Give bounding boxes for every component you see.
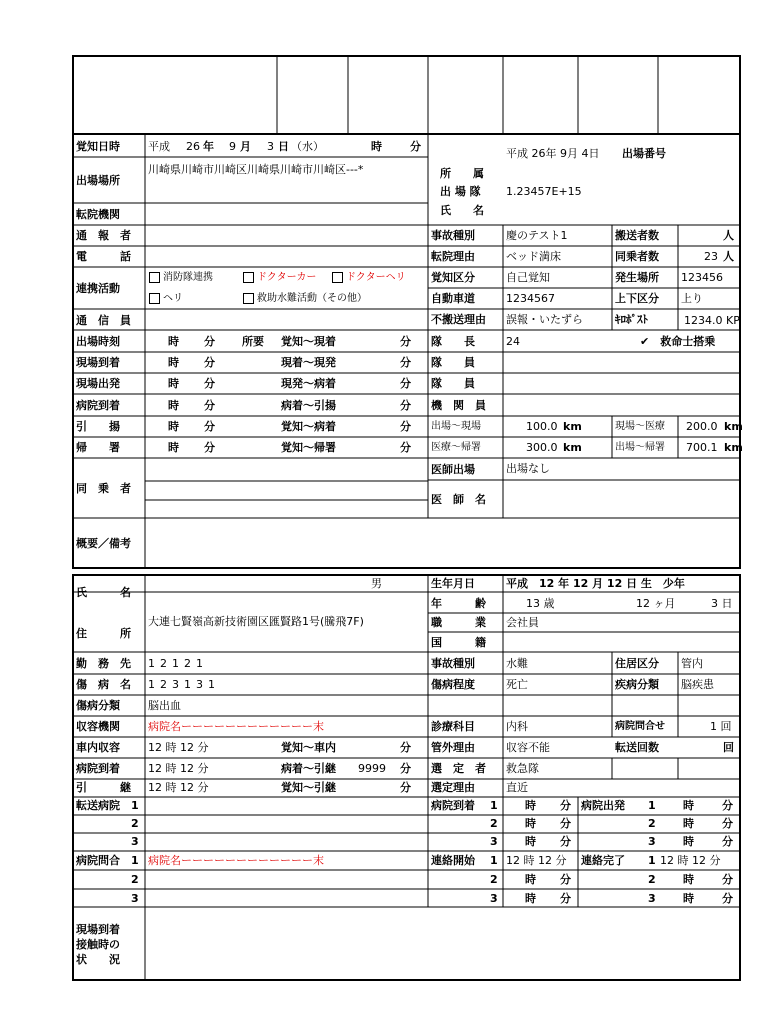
tsuhosha-label: 通 報 者: [76, 229, 131, 242]
dispatch-no-label: 出場番号: [622, 147, 666, 160]
p-jusho-label: 住 所: [76, 627, 131, 640]
p-r1-fun: 分: [400, 741, 411, 754]
kanryo-fun-3: 分: [722, 892, 733, 905]
genba-label-2: 接触時の: [76, 938, 120, 951]
p-shikkan-value: 脳疾患: [681, 678, 714, 691]
kanryo-ji-3: 時: [683, 892, 694, 905]
time-ji-1: 時: [168, 335, 179, 348]
toiawase2-1: 1: [131, 854, 139, 867]
joge-label: 上下区分: [615, 292, 659, 305]
p-kangai-label: 管外理由: [431, 741, 475, 754]
p-hikitsugi-label: 引 継: [76, 781, 131, 794]
gaiyo-label: 概要／備考: [76, 537, 131, 550]
tochaku-ji-1: 時: [525, 799, 536, 812]
p-sentei-value: 救急隊: [506, 762, 539, 775]
p-kinmusaki-label: 勤 務 先: [76, 657, 131, 670]
time-ji-2: 時: [168, 356, 179, 369]
kakuchi-nen: 年: [203, 140, 214, 153]
renkei-kyujo: 救助水難活動（その他）: [257, 293, 367, 304]
kakuchi-era: 平成: [148, 140, 170, 153]
p-shuyo-value: 病院名ーーーーーーーーーーーー末: [148, 720, 324, 733]
kakuchi-label: 覚知日時: [76, 140, 120, 153]
shuppatsu-ji-3: 時: [683, 835, 694, 848]
shimei-label: 氏 名: [440, 204, 484, 217]
time-ji-5: 時: [168, 420, 179, 433]
shuppatsu-2: 2: [648, 817, 656, 830]
shuppatsu-ji-2: 時: [683, 817, 694, 830]
p-age-years: 13 歳: [526, 597, 555, 610]
time-range-4: 病着～引揚: [281, 399, 336, 412]
p-byoin-tochaku-time: 12 時 12 分: [148, 762, 209, 775]
tochaku-1: 1: [490, 799, 498, 812]
hansosha-unit: 人: [723, 229, 734, 242]
shuppatsu-fun-3: 分: [722, 835, 733, 848]
p-age-days: 3 日: [711, 597, 733, 610]
renraku-ji-3: 時: [525, 892, 536, 905]
taiin-label-1: 隊 員: [431, 356, 475, 369]
renraku-kaishi-time: 12 時 12 分: [506, 854, 567, 867]
toiawase2-label: 病院問合: [76, 854, 120, 867]
p-kangai-value: 収容不能: [506, 741, 550, 754]
taiin-label-2: 隊 員: [431, 377, 475, 390]
dist2-value: 200.0: [686, 420, 718, 433]
tenso-1: 1: [131, 799, 139, 812]
dist3-km: km: [563, 441, 582, 454]
shuppatsu-fun-1: 分: [722, 799, 733, 812]
shuppatsu-1: 1: [648, 799, 656, 812]
p-r3-fun: 分: [400, 781, 411, 794]
renkei-doctor-car: ドクターカー: [257, 272, 317, 283]
time-fun-2: 分: [204, 356, 215, 369]
jidosha-label: 自動車道: [431, 292, 475, 305]
kiropost-label: ｷﾛﾎﾟｽﾄ: [615, 313, 648, 326]
shozoku-label: 所 属: [440, 167, 484, 180]
time-fun-6: 分: [204, 441, 215, 454]
time-range-5: 覚知～病着: [281, 420, 336, 433]
time-rfun-5: 分: [400, 420, 411, 433]
time-ji-4: 時: [168, 399, 179, 412]
p-shokugyo-label: 職 業: [431, 616, 486, 629]
p-sentei-label: 選 定 者: [431, 762, 486, 775]
shutsujo-basho-label: 出場場所: [76, 174, 120, 187]
hassei-label: 発生場所: [615, 271, 659, 284]
time-fun-4: 分: [204, 399, 215, 412]
renraku-kanryo-1: 1: [648, 854, 656, 867]
renraku-kanryo-3: 3: [648, 892, 656, 905]
time-label-4: 病院到着: [76, 399, 120, 412]
p-birth: 平成 12 年 12 月 12 日 生 少年: [506, 577, 685, 590]
checkbox-kyujo[interactable]: [243, 293, 254, 304]
kakuchi-ji: 時: [371, 140, 382, 153]
kakuchi-month: 9: [229, 140, 236, 153]
tai-label: 出 場 隊: [440, 185, 481, 198]
p-r3: 覚知～引継: [281, 781, 336, 794]
toiawase2-value: 病院名ーーーーーーーーーーーー末: [148, 854, 324, 867]
p-hikitsugi-time: 12 時 12 分: [148, 781, 209, 794]
dojo-label: 同乗者数: [615, 250, 659, 263]
p-shuyo-label: 収容機関: [76, 720, 120, 733]
time-range-6: 覚知～帰署: [281, 441, 336, 454]
dist1-km: km: [563, 420, 582, 433]
tenso-label: 転送病院: [76, 799, 120, 812]
time-label-6: 帰 署: [76, 441, 120, 454]
renraku-fun-2: 分: [560, 873, 571, 886]
shutsujo-basho-value: 川崎県川崎市川崎区川崎県川崎市川崎区---*: [148, 163, 364, 176]
p-jukyo-label: 住居区分: [615, 657, 659, 670]
p-shinryo-value: 内科: [506, 720, 528, 733]
dist4-value: 700.1: [686, 441, 718, 454]
p-r1: 覚知～車内: [281, 741, 336, 754]
tochaku-ji-3: 時: [525, 835, 536, 848]
p-byoin-tochaku-label: 病院到着: [76, 762, 120, 775]
renraku-kaishi-3: 3: [490, 892, 498, 905]
p-shokugyo-value: 会社員: [506, 616, 539, 629]
renraku-kaishi-1: 1: [490, 854, 498, 867]
p-sentei-riyu-label: 選定理由: [431, 781, 475, 794]
dist2-label: 現場～医療: [615, 421, 665, 432]
time-fun-3: 分: [204, 377, 215, 390]
genba-label-1: 現場到着: [76, 923, 120, 936]
time-rfun-3: 分: [400, 377, 411, 390]
renraku-kaishi-2: 2: [490, 873, 498, 886]
tenin-kikan-label: 転院機関: [76, 208, 120, 221]
p-bunrui-label: 傷病分類: [76, 699, 120, 712]
renraku-fun-3: 分: [560, 892, 571, 905]
p-shanai-label: 車内収容: [76, 741, 120, 754]
hassei-value: 123456: [681, 271, 723, 284]
renraku-kaishi-label: 連絡開始: [431, 854, 475, 867]
renraku-ji-2: 時: [525, 873, 536, 886]
kakuchi-nichi: 日: [278, 140, 289, 153]
p-kokuseki-label: 国 籍: [431, 636, 486, 649]
time-shoyo: 所要: [242, 335, 264, 348]
tochaku-fun-3: 分: [560, 835, 571, 848]
p-seinen-label: 生年月日: [431, 577, 475, 590]
jiko-shubetsu-label: 事故種別: [431, 229, 475, 242]
taicho-label: 隊 長: [431, 335, 475, 348]
tenso-2: 2: [131, 817, 139, 830]
hansosha-label: 搬送者数: [615, 229, 659, 242]
p-r2-fun: 分: [400, 762, 411, 775]
p-age-months: 12 ヶ月: [636, 597, 676, 610]
kakuchi-weekday: （水）: [291, 140, 324, 153]
p-jiko-value: 水難: [506, 657, 528, 670]
p-teido-value: 死亡: [506, 678, 528, 691]
joge-value: 上り: [681, 292, 703, 305]
renraku-kanryo-2: 2: [648, 873, 656, 886]
dist2-km: km: [724, 420, 743, 433]
p-jusho-value: 大連七賢嶺高新技術園区匯賢路1号(騰飛7F): [148, 615, 364, 628]
fuhanso-label: 不搬送理由: [431, 313, 486, 326]
dispatch-date: 平成 26年 9月 4日: [506, 147, 600, 160]
time-fun-5: 分: [204, 420, 215, 433]
time-ji-6: 時: [168, 441, 179, 454]
fuhanso-value: 誤報・いたずら: [506, 313, 583, 326]
p-nenrei-label: 年 齢: [431, 597, 486, 610]
time-label-2: 現場到着: [76, 356, 120, 369]
p-r2-value: 9999: [358, 762, 386, 775]
dist4-label: 出場～帰署: [615, 442, 665, 453]
tsushin-label: 通 信 員: [76, 314, 131, 327]
p-shikkan-label: 疾病分類: [615, 678, 659, 691]
genba-label-3: 状 況: [76, 953, 120, 966]
time-rfun-4: 分: [400, 399, 411, 412]
kanryo-ji-2: 時: [683, 873, 694, 886]
tochaku-fun-1: 分: [560, 799, 571, 812]
kakuchi-kubun-value: 自己覚知: [506, 271, 550, 284]
renkei-label: 連携活動: [76, 282, 120, 295]
renkei-heli: ヘリ: [163, 293, 183, 304]
p-sex: 男: [371, 577, 382, 590]
p-bunrui-value: 脳出血: [148, 699, 181, 712]
ishi-name-label: 医 師 名: [431, 493, 486, 506]
dist3-value: 300.0: [526, 441, 558, 454]
renkei-doctor-heli: ドクターヘリ: [346, 272, 406, 283]
time-label-1: 出場時刻: [76, 335, 120, 348]
tai-value: 1.23457E+15: [506, 185, 582, 198]
kakuchi-tsuki: 月: [240, 140, 251, 153]
checkbox-shobo[interactable]: [149, 272, 160, 283]
dojosha-label: 同 乗 者: [76, 482, 131, 495]
dojo-unit: 人: [723, 250, 734, 263]
kyumeishi-check: ✔ 救命士搭乗: [640, 335, 716, 348]
renraku-kanryo-time: 12 時 12 分: [660, 854, 721, 867]
renkei-shobo: 消防隊連携: [163, 272, 213, 283]
shuppatsu-fun-2: 分: [722, 817, 733, 830]
p-shinryo-label: 診療科目: [431, 720, 475, 733]
p-kinmusaki-value: 12121: [148, 657, 208, 670]
renraku-kanryo-label: 連絡完了: [581, 854, 625, 867]
toiawase2-3: 3: [131, 892, 139, 905]
p-sentei-riyu-value: 直近: [506, 781, 528, 794]
tochaku-3: 3: [490, 835, 498, 848]
time-label-5: 引 揚: [76, 420, 120, 433]
checkbox-doctor-car[interactable]: [243, 272, 254, 283]
ishi-shutsujo-value: 出場なし: [506, 462, 550, 475]
time-ji-3: 時: [168, 377, 179, 390]
shuppatsu-3: 3: [648, 835, 656, 848]
p-toiawase-value: 1 回: [710, 720, 732, 733]
dist3-label: 医療～帰署: [431, 442, 481, 453]
tenin-riyu-label: 転院理由: [431, 250, 475, 263]
dist4-km: km: [724, 441, 743, 454]
dojo-count: 23: [704, 250, 718, 263]
tochaku-2: 2: [490, 817, 498, 830]
kakuchi-kubun-label: 覚知区分: [431, 271, 475, 284]
p-tenso-kaisu-label: 転送回数: [615, 741, 659, 754]
kakuchi-fun: 分: [410, 140, 421, 153]
tochaku-label: 病院到着: [431, 799, 475, 812]
time-range-1: 覚知～現着: [281, 335, 336, 348]
p-shobyo-value: 123131: [148, 678, 220, 691]
dist1-value: 100.0: [526, 420, 558, 433]
time-rfun-2: 分: [400, 356, 411, 369]
kakuchi-year: 26: [186, 140, 200, 153]
time-rfun-6: 分: [400, 441, 411, 454]
shuppatsu-ji-1: 時: [683, 799, 694, 812]
denwa-label: 電 話: [76, 250, 131, 263]
kakuchi-day: 3: [267, 140, 274, 153]
time-range-3: 現発～病着: [281, 377, 336, 390]
tenso-3: 3: [131, 835, 139, 848]
kikan-label: 機 関 員: [431, 399, 486, 412]
kanryo-fun-2: 分: [722, 873, 733, 886]
tochaku-ji-2: 時: [525, 817, 536, 830]
time-fun-1: 分: [204, 335, 215, 348]
p-toiawase-label: 病院問合せ: [615, 721, 665, 732]
jidosha-value: 1234567: [506, 292, 555, 305]
p-shimei-label: 氏 名: [76, 586, 131, 599]
jiko-shubetsu-value: 慶のテスト1: [506, 229, 568, 242]
p-shobyo-label: 傷 病 名: [76, 678, 131, 691]
shuppatsu-label: 病院出発: [581, 799, 625, 812]
tenin-riyu-value: ベッド満床: [506, 250, 561, 263]
ishi-shutsujo-label: 医師出場: [431, 463, 475, 476]
dist1-label: 出場～現場: [431, 421, 481, 432]
p-shanai-time: 12 時 12 分: [148, 741, 209, 754]
time-range-2: 現着～現発: [281, 356, 336, 369]
taicho-value: 24: [506, 335, 520, 348]
p-teido-label: 傷病程度: [431, 678, 475, 691]
p-r2: 病着～引継: [281, 762, 336, 775]
time-label-3: 現場出発: [76, 377, 120, 390]
checkbox-doctor-heli[interactable]: [332, 272, 343, 283]
time-rfun-1: 分: [400, 335, 411, 348]
kiropost-value: 1234.0 KP: [684, 314, 740, 327]
p-jiko-label: 事故種別: [431, 657, 475, 670]
p-tenso-kaisu-unit: 回: [723, 741, 734, 754]
checkbox-heli[interactable]: [149, 293, 160, 304]
p-jukyo-value: 管内: [681, 657, 703, 670]
tochaku-fun-2: 分: [560, 817, 571, 830]
toiawase2-2: 2: [131, 873, 139, 886]
